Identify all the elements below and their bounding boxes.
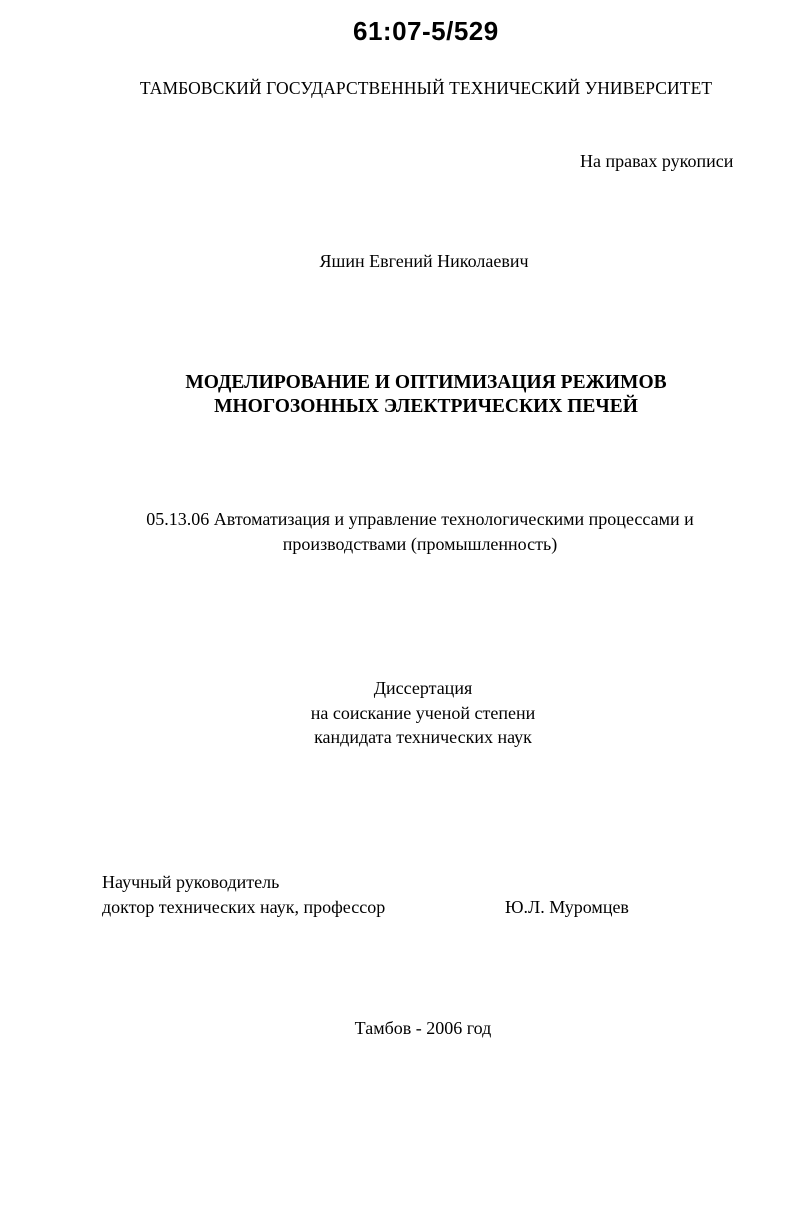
author-name: Яшин Евгений Николаевич	[319, 251, 529, 271]
supervisor-role: Научный руководитель	[102, 872, 280, 892]
catalog-stamp: 61:07-5/529	[353, 16, 499, 46]
specialty-line-2: производствами (промышленность)	[282, 534, 558, 554]
supervisor-title: доктор технических наук, профессор	[102, 897, 386, 917]
title-line-1: МОДЕЛИРОВАНИЕ И ОПТИМИЗАЦИЯ РЕЖИМОВ	[185, 372, 667, 393]
title-line-2: МНОГОЗОННЫХ ЭЛЕКТРИЧЕСКИХ ПЕЧЕЙ	[214, 396, 638, 417]
university-name: ТАМБОВСКИЙ ГОСУДАРСТВЕННЫЙ ТЕХНИЧЕСКИЙ УНИВЕРСИТЕТ	[139, 78, 713, 98]
manuscript-rights-note: На правах рукописи	[580, 151, 734, 171]
degree-line-2: на соискание ученой степени	[310, 703, 536, 723]
specialty-line-1: 05.13.06 Автоматизация и управление технологическими процессами и	[146, 509, 694, 529]
place-and-year: Тамбов - 2006 год	[354, 1018, 492, 1038]
degree-line-3: кандидата технических наук	[314, 727, 532, 747]
supervisor-name: Ю.Л. Муромцев	[505, 897, 629, 917]
degree-line-1: Диссертация	[373, 678, 473, 698]
